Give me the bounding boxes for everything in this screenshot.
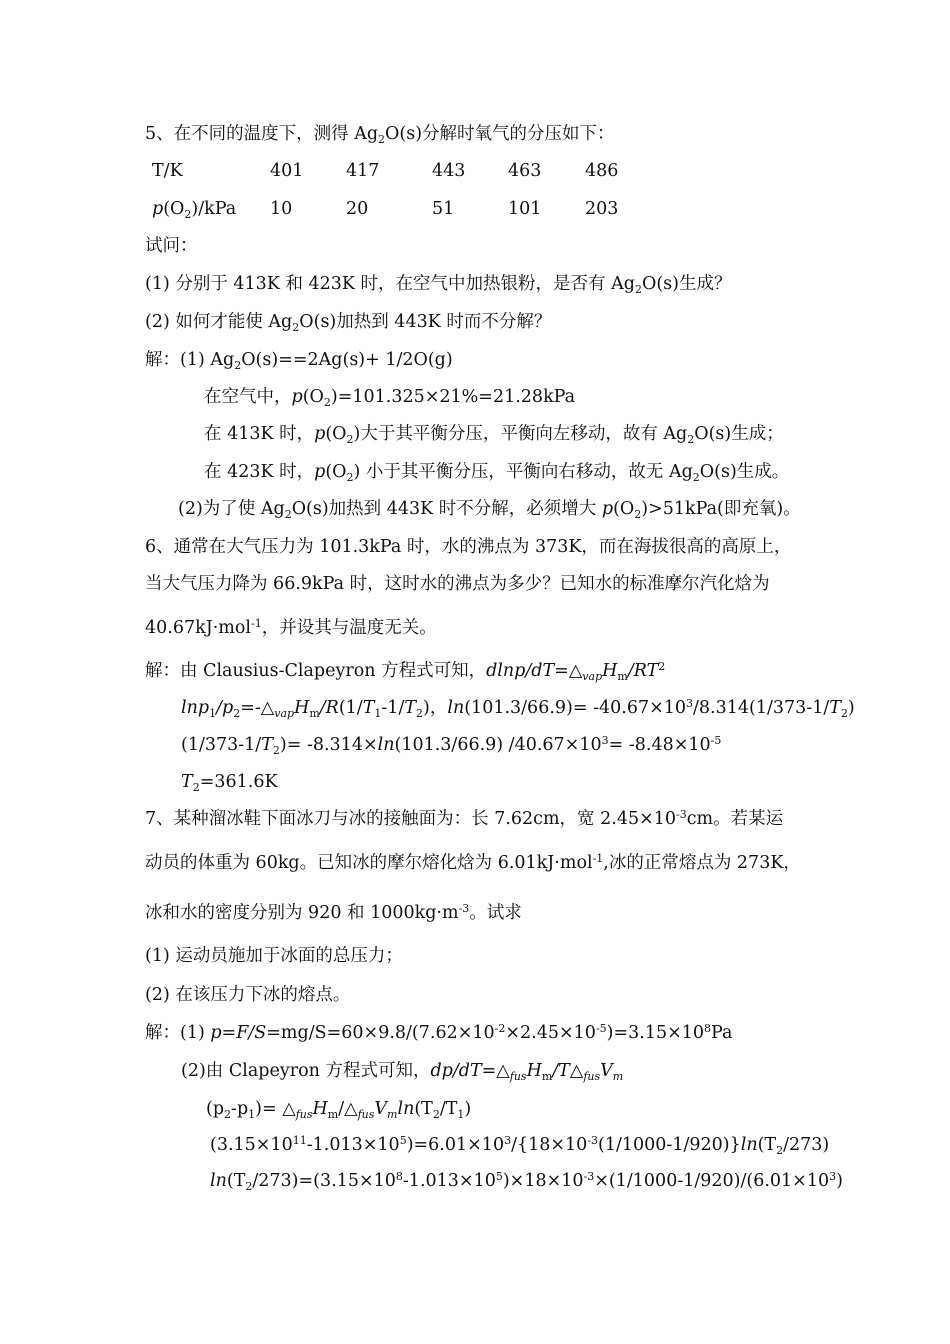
table-row1-value: 417 (346, 161, 380, 181)
table-row1-value: 401 (270, 161, 304, 181)
problem7-equationB: $(3.15\times 10^{11}-1.013\times 10^5)=6.01\times 10^3/\{18\times 10^{-3}(1/1000-1/920)\}\ln(T_2/273)$ (210, 1134, 830, 1157)
problem7-equationC: $\ln(T_2/273)=(3.15\times 10^8-1.013\times 10^5)\times 18\times 10^{-3}\times(1/1000-1/920)/(6.01\times 10^3)$ (210, 1170, 843, 1193)
table-row2-value: 203 (585, 199, 619, 219)
problem5-stem: 5、在不同的温度下，测得 $Ag_2O(s)$分解时氧气的分压如下： (145, 124, 615, 146)
problem7-question1: (1) 运动员施加于冰面的总压力； (145, 946, 403, 966)
table-row1-value: 463 (508, 161, 542, 181)
problem5-question2: (2) 如何才能使 $Ag_2O(s)$加热到 443K 时而不分解？ (145, 312, 552, 334)
problem6-solution: 解：由 Clausius-Clapeyron 方程式可知，dlnp/$dT=\triangle_{vap}H_m/RT^2$ (145, 660, 666, 683)
table-row2-value: 51 (432, 199, 455, 219)
problem6-equation2: $(1/373-1/T_2)= -8.314\times\ln(101.3/66.9)$ $/40.67\times 10^3= -8.48\times 10^{-5}$ (181, 734, 722, 757)
problem5-423k: 在 423K 时，$p(O_2)$ 小于其平衡分压，平衡向右移动，故无 $Ag_2O(s)$生成。 (204, 462, 790, 484)
table-row2-label: $p(O_2)$/kPa (152, 199, 237, 221)
problem6-equation1: $\ln p_1/p_2=-\triangle_{vap}H_m/R(1/T_1-1/T_2)$，$\ln(101.3/66.9)= -40.67\times 10^3/8.314(1/373-1/T_2)$ (181, 697, 855, 720)
problem6-result: $T_2=361.6K$ (181, 772, 278, 794)
table-row2-value: 10 (270, 199, 293, 219)
problem7-line2: 动员的体重为 60kg。已知冰的摩尔熔化焓为 6.01kJ·mol$^{-1}$,冰的正常熔点为 273K， (145, 852, 801, 873)
problem5-solution2: (2)为了使 $Ag_2O(s)$加热到 443K 时不分解，必须增大 $p(O_2)>51kPa$(即充氧)。 (178, 499, 801, 521)
problem5-413k: 在 413K 时，$p(O_2)$大于其平衡分压，平衡向左移动，故有 $Ag_2O(s)$生成； (204, 424, 784, 446)
problem6-line3: 40.67kJ·mol$^{-1}$，并设其与温度无关。 (145, 617, 437, 638)
table-row2-value: 20 (346, 199, 369, 219)
problem7-equationA: $(p_2-p_1)=$ $\triangle_{fus}H_m/\triangle_{fus}V_m\ln(T_2/T_1)$ (206, 1099, 472, 1121)
table-row1-label: T/K (152, 161, 183, 181)
problem5-ask: 试问： (145, 236, 198, 256)
table-row2-value: 101 (508, 199, 542, 219)
problem5-solution1-reaction: 解：(1) $Ag_2O(s)==2Ag(s)+ 1/2O(g)$ (145, 350, 453, 372)
problem7-question2: (2) 在该压力下冰的熔点。 (145, 985, 351, 1005)
table-row1-value: 486 (585, 161, 619, 181)
problem5-question1: (1) 分别于 413K 和 423K 时，在空气中加热银粉，是否有 $Ag_2O(s)$生成？ (145, 274, 732, 296)
problem7-solution1: 解：(1) $p=F/S=mg/S=60\times 9.8/(7.62\times 10^{-2}\times 2.45\times 10^{-5})=3.15\times 10^8Pa$ (145, 1022, 733, 1043)
problem7-solution2: (2)由 Clapeyron 方程式可知，$dp/dT=\triangle_{fus}H_m/T\triangle_{fus}V_m$ (181, 1061, 624, 1083)
table-row1-value: 443 (432, 161, 466, 181)
problem6-line1: 6、通常在大气压力为 101.3kPa 时，水的沸点为 373K，而在海拔很高的高原上， (145, 537, 792, 557)
problem5-air-pressure: 在空气中，$p(O_2)=101.325\times 21\%=21.28kPa$ (204, 387, 576, 409)
problem7-line1: 7、某种溜冰鞋下面冰刀与冰的接触面为：长 7.62cm，宽 $2.45\times 10^{-3}cm$。若某运 (145, 808, 784, 829)
problem7-line3: 冰和水的密度分别为 920 和 $1000kg\cdot m^{-3}$。试求 (145, 902, 522, 923)
problem6-line2: 当大气压力降为 66.9kPa 时，这时水的沸点为多少？已知水的标准摩尔汽化焓为 (145, 574, 770, 594)
